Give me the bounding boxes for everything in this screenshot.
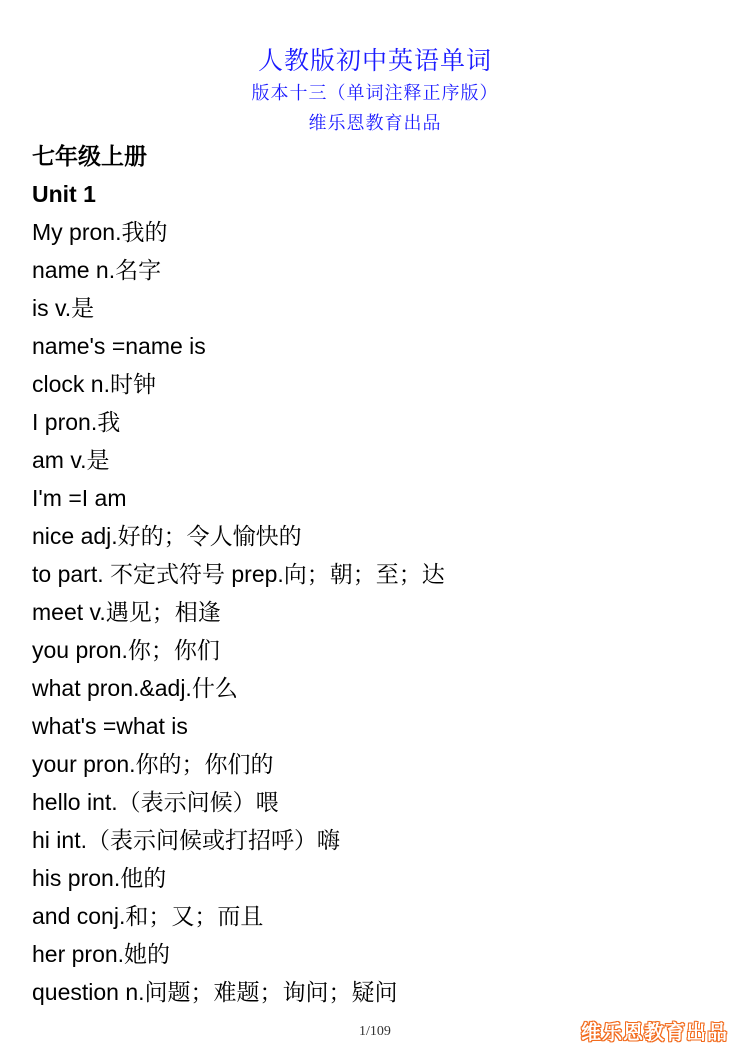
word-entry: nice adj.好的；令人愉快的 xyxy=(32,523,302,549)
document-subtitle: 版本十三（单词注释正序版） xyxy=(251,83,499,103)
unit-heading: Unit 1 xyxy=(32,181,96,207)
word-entry: hello int.（表示问候）喂 xyxy=(32,789,279,815)
word-entry: I'm =I am xyxy=(32,485,127,511)
word-entry: what pron.&adj.什么 xyxy=(32,675,238,701)
publisher-line: 维乐恩教育出品 xyxy=(308,113,442,133)
word-entry: My pron.我的 xyxy=(32,219,168,245)
word-entry: to part. 不定式符号 prep.向；朝；至；达 xyxy=(32,561,445,587)
word-entry: your pron.你的；你们的 xyxy=(32,751,274,777)
publisher-watermark: 维乐恩教育出品 xyxy=(581,1022,728,1044)
document-header xyxy=(0,44,750,138)
word-entry: meet v.遇见；相逢 xyxy=(32,599,221,625)
word-entry: what's =what is xyxy=(32,713,188,739)
word-entry: his pron.他的 xyxy=(32,865,167,891)
word-entry: you pron.你；你们 xyxy=(32,637,220,663)
word-entry: I pron.我 xyxy=(32,409,121,435)
word-entry: clock n.时钟 xyxy=(32,371,156,397)
word-entry: and conj.和；又；而且 xyxy=(32,903,264,929)
word-entry: am v.是 xyxy=(32,447,110,473)
document-title: 人教版初中英语单词 xyxy=(257,47,492,75)
word-entry: hi int.（表示问候或打招呼）嗨 xyxy=(32,827,340,853)
vocabulary-list xyxy=(32,137,722,1011)
grade-heading: 七年级上册 xyxy=(32,143,147,169)
word-entry: name's =name is xyxy=(32,333,206,359)
word-entry: name n.名字 xyxy=(32,257,162,283)
page-number: 1/109 xyxy=(359,1024,391,1039)
word-entry: question n.问题；难题；询问；疑问 xyxy=(32,979,398,1005)
word-entry: her pron.她的 xyxy=(32,941,171,967)
word-entry: is v.是 xyxy=(32,295,95,321)
